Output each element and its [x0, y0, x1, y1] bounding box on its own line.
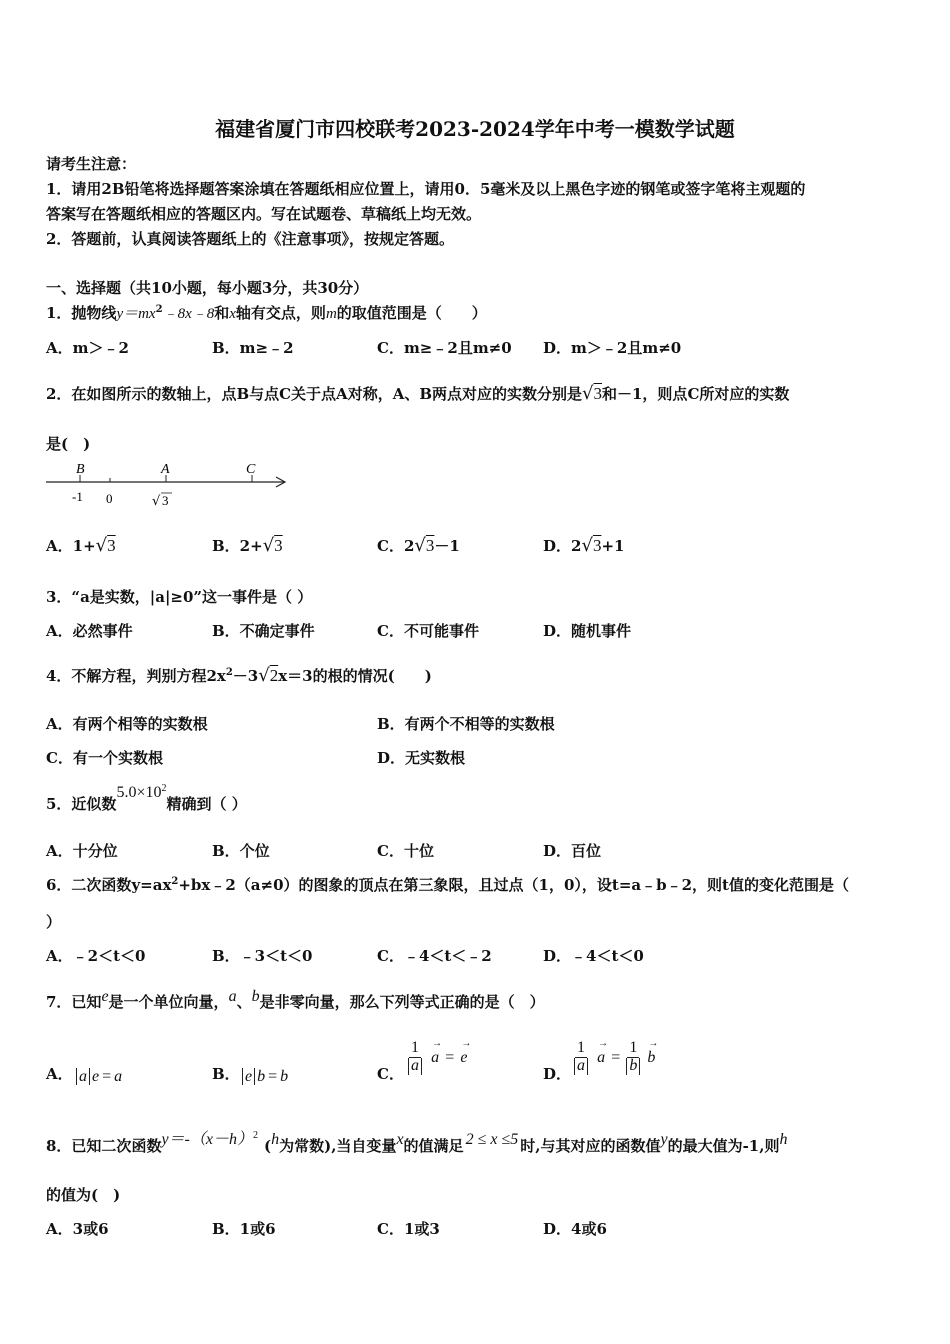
tick-label-sqrt-sign: √: [152, 494, 161, 509]
notice-heading: 请考生注意：: [46, 155, 137, 173]
q1-option-a: A．m＞﹣2: [46, 339, 129, 357]
page-title: 福建省厦门市四校联考2023-2024学年中考一模数学试题: [215, 117, 735, 141]
q7-option-b-label: B．: [212, 1065, 240, 1083]
tick-label-zero: 0: [106, 491, 113, 506]
question-6: 6．二次函数$y=ax^2+bx﹣2(a\ne 0)$的图象的顶点在第三象限，且过点（1，0），设t=a﹣b﹣2，则t值的变化范围是（: [46, 876, 849, 894]
question-1: 1．抛物线$y=mx^2﹣8x﹣8$和x轴有交点，则m的取值范围是（ ）: [46, 304, 487, 322]
q7-option-d-label: D．: [543, 1065, 572, 1083]
q4-option-a: A．有两个相等的实数根: [46, 715, 208, 733]
q4-option-d: D．无实数根: [377, 749, 466, 767]
q3-option-c: C．不可能事件: [377, 622, 479, 640]
q7-option-c-formula: $\frac{1}{a}$ → a = → e: [408, 1040, 467, 1075]
question-7: 7．已知e是一个单位向量，a、b是非零向量，那么下列等式正确的是（ ）: [46, 988, 545, 1011]
q4-option-c: C．有一个实数根: [46, 749, 163, 767]
q4-option-b: B．有两个不相等的实数根: [377, 715, 555, 733]
q8-option-a: A．3或6: [46, 1220, 109, 1238]
question-6-line-2: ）: [46, 913, 62, 931]
q1-option-b: B．m≥﹣2: [212, 339, 294, 357]
q5-option-d: D．百位: [543, 842, 602, 860]
q3-option-d: D．随机事件: [543, 622, 632, 640]
question-2: 2．在如图所示的数轴上，点B与点C关于点A对称，A、B两点对应的实数分别是√3和－1，则点C所对应的实数: [46, 383, 790, 404]
section-heading: 一、选择题（共10小题，每小题3分，共30分）: [46, 279, 369, 297]
number-line-figure: [44, 458, 294, 514]
point-a-label: A: [161, 462, 170, 477]
q5-option-b: B．个位: [212, 842, 270, 860]
question-4: 4．不解方程，判别方程$2x^2-3√2x=3$的根的情况( ): [46, 665, 432, 686]
question-3: 3．“a是实数，|a|≥0”这一事件是（ ）: [46, 588, 313, 606]
q7-option-a-formula: a e = a: [76, 1066, 122, 1086]
q6-option-a: A．﹣2＜t＜0: [46, 947, 146, 965]
q8-option-c: C．1或3: [377, 1220, 440, 1238]
q7-option-d-formula: $\frac{1}{a}$ → a = $\frac{1}{b}$ → b: [574, 1040, 655, 1075]
q8-option-d: D．4或6: [543, 1220, 607, 1238]
question-8-line-2: 的值为( ): [46, 1186, 121, 1204]
q3-option-a: A．必然事件: [46, 622, 133, 640]
q7-option-c-label: C．: [377, 1065, 404, 1083]
q6-option-c: C．﹣4＜t＜﹣2: [377, 947, 492, 965]
point-b-label: B: [76, 462, 85, 477]
q2-option-b: B．2+√3: [212, 535, 283, 556]
q2-option-c: C．2√3－1: [377, 535, 460, 556]
q8-option-b: B．1或6: [212, 1220, 276, 1238]
q2-option-a: A．1+√3: [46, 535, 116, 556]
question-5: 5．近似数$5.0\times 10^2$精确到（ ）: [46, 783, 247, 813]
question-2-line-2: 是( ): [46, 435, 91, 453]
q7-option-b-formula: e b = b: [242, 1066, 288, 1086]
notice-line-2: 2．答题前，认真阅读答题纸上的《注意事项》，按规定答题。: [46, 230, 454, 248]
q3-option-b: B．不确定事件: [212, 622, 315, 640]
point-c-label: C: [246, 462, 256, 477]
question-8: 8．已知二次函数$y=-(x-h)^2(h$为常数),当自变量x的值满足 2 ≤ x ≤5 时,与其对应的函数值y的最大值为-1,则h: [46, 1130, 788, 1155]
q2-option-d: D．2√3+1: [543, 535, 625, 556]
q6-option-b: B．﹣3＜t＜0: [212, 947, 313, 965]
q6-option-d: D．﹣4＜t＜0: [543, 947, 644, 965]
q5-option-a: A．十分位: [46, 842, 118, 860]
q1-option-c: C．m≥﹣2且m≠0: [377, 339, 512, 357]
tick-label-minus-one: -1: [72, 489, 83, 504]
q5-option-c: C．十位: [377, 842, 434, 860]
notice-line-1b: 答案写在答题纸相应的答题区内。写在试题卷、草稿纸上均无效。: [46, 205, 482, 223]
notice-line-1a: 1．请用2B铅笔将选择题答案涂填在答题纸相应位置上，请用0．5毫米及以上黑色字迹的钢笔或签字笔将主观题的: [46, 180, 806, 198]
q7-option-a-label: A．: [46, 1065, 73, 1083]
tick-label-sqrt3: 3: [162, 493, 169, 508]
q1-option-d: D．m＞﹣2且m≠0: [543, 339, 682, 357]
